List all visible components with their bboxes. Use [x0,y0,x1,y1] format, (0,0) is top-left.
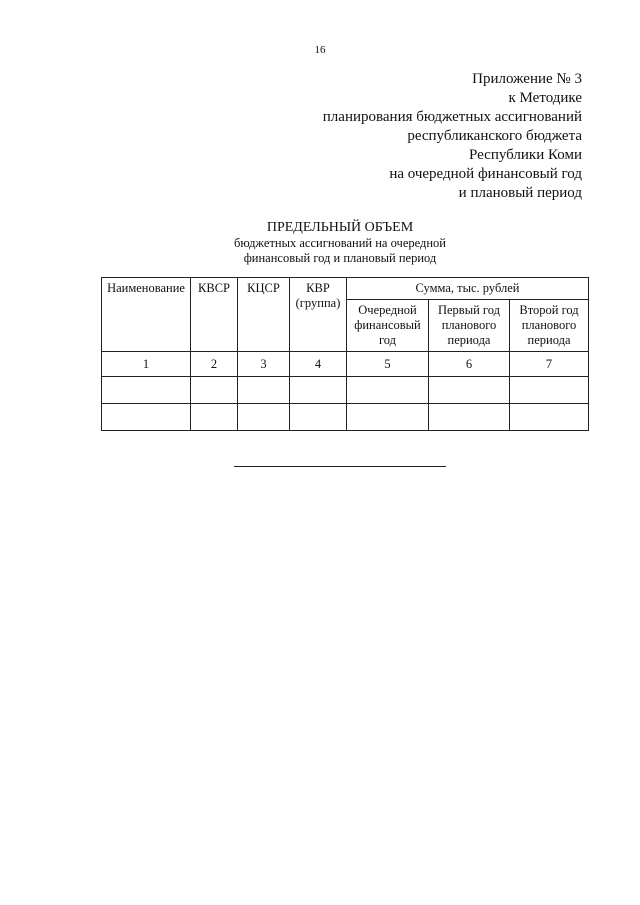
header-kvsr: КВСР [191,278,238,352]
header-kvr: КВР (группа) [290,278,347,352]
closing-rule [234,466,446,467]
appendix-line: и плановый период [458,185,582,201]
table-row [102,404,589,431]
table-cell [290,404,347,431]
appendix-line: Приложение № 3 [472,71,582,87]
title-sub-line: финансовый год и плановый период [243,251,437,265]
table-cell [347,377,429,404]
table-cell [102,404,191,431]
appendix-line: к Методике [508,90,582,106]
column-number: 1 [102,352,191,377]
table-row [102,377,589,404]
document-title [0,220,640,266]
column-numbers-row [102,352,589,377]
table-cell [429,404,510,431]
table-cell [510,377,589,404]
header-current-year: Очередной финансовый год [347,300,429,352]
header-name: Наименование [102,278,191,352]
header-kcsr: КЦСР [238,278,290,352]
table-cell [510,404,589,431]
table-cell [347,404,429,431]
column-number: 7 [510,352,589,377]
appendix-header [182,70,582,203]
table-cell [102,377,191,404]
table-cell [238,377,290,404]
title-main: ПРЕДЕЛЬНЫЙ ОБЪЕМ [266,220,414,235]
table-cell [429,377,510,404]
budget-table [101,277,589,431]
column-number: 4 [290,352,347,377]
appendix-line: республиканского бюджета [407,128,582,144]
header-second-plan-year: Второй год планового периода [510,300,589,352]
table-cell [191,404,238,431]
column-number: 6 [429,352,510,377]
table-cell [191,377,238,404]
title-sub-line: бюджетных ассигнований на очередной [234,236,446,250]
header-sum-group: Сумма, тыс. рублей [347,278,589,300]
table-cell [290,377,347,404]
appendix-line: на очередной финансовый год [389,166,582,182]
table-cell [238,404,290,431]
page-number: 16 [314,44,326,56]
header-first-plan-year: Первый год планового периода [429,300,510,352]
column-number: 5 [347,352,429,377]
appendix-line: Республики Коми [469,147,582,163]
column-number: 2 [191,352,238,377]
column-number: 3 [238,352,290,377]
appendix-line: планирования бюджетных ассигнований [322,109,582,125]
